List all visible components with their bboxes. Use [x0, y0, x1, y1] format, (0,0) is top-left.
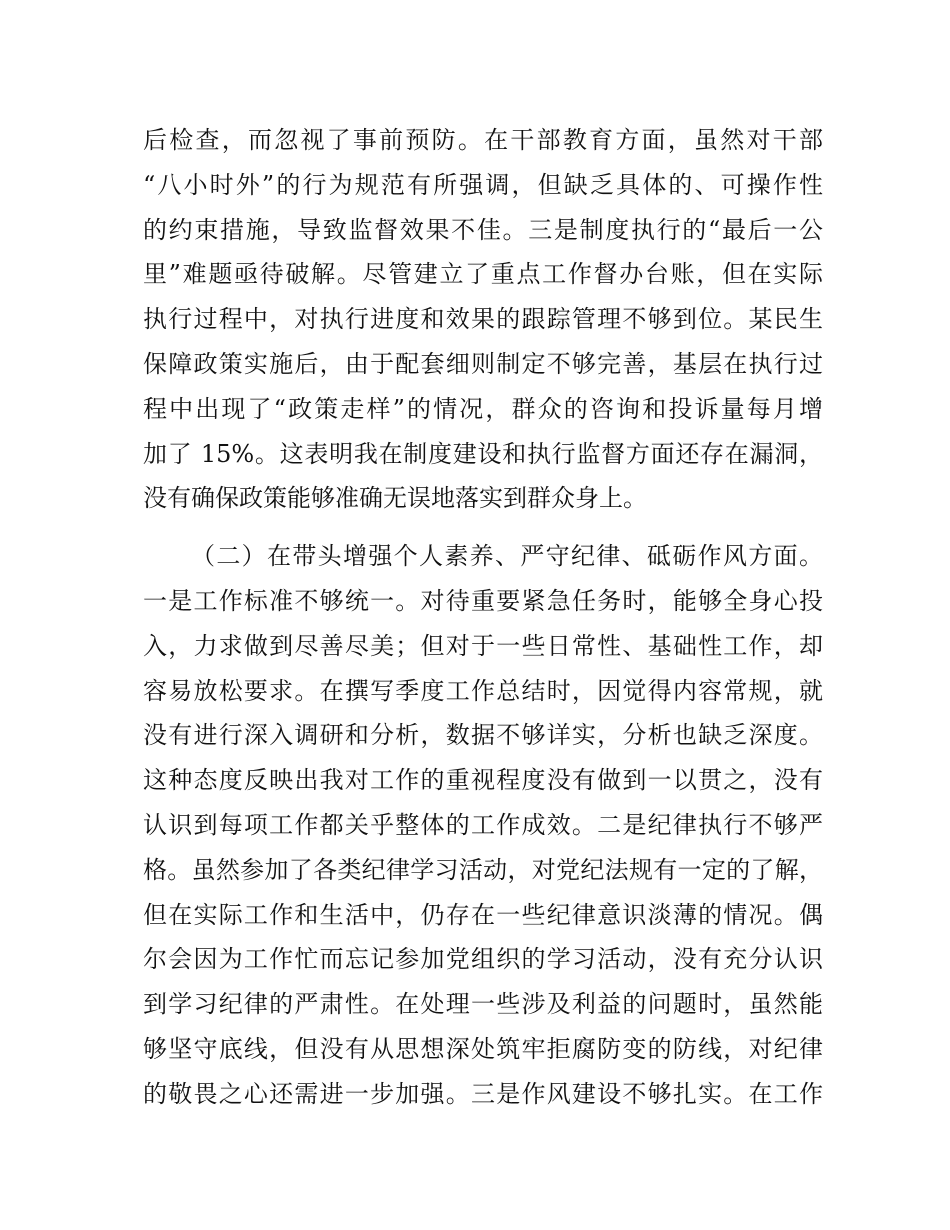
text-line: 认识到每项工作都关乎整体的工作成效。二是纪律执行不够严: [143, 810, 823, 839]
text-line: 这种态度反映出我对工作的重视程度没有做到一以贯之，没有: [143, 766, 823, 795]
text-line: 容易放松要求。在撰写季度工作总结时，因觉得内容常规，就: [143, 676, 823, 705]
paragraph-2: [143, 534, 823, 1116]
text-line: 一是工作标准不够统一。对待重要紧急任务时，能够全身心投: [143, 586, 823, 615]
text-line: 入，力求做到尽善尽美；但对于一些日常性、基础性工作，却: [143, 631, 823, 660]
text-line: 够坚守底线，但没有从思想深处筑牢拒腐防变的防线，对纪律: [143, 1034, 823, 1063]
text-line: 的约束措施，导致监督效果不佳。三是制度执行的“最后一公: [143, 215, 823, 244]
text-line: 尔会因为工作忙而忘记参加党组织的学习活动，没有充分认识: [143, 945, 823, 974]
text-line: 加了 15%。这表明我在制度建设和执行监督方面还存在漏洞，: [143, 439, 823, 468]
text-line: 保障政策实施后，由于配套细则制定不够完善，基层在执行过: [143, 349, 823, 378]
text-line: 到学习纪律的严肃性。在处理一些涉及利益的问题时，虽然能: [143, 990, 823, 1019]
text-line: 没有确保政策能够准确无误地落实到群众身上。: [143, 484, 647, 513]
text-line: 后检查，而忽视了事前预防。在干部教育方面，虽然对干部: [143, 126, 823, 154]
paragraph-gap: [143, 521, 823, 534]
section-heading-line: （二）在带头增强个人素养、严守纪律、砥砺作风方面。: [191, 542, 823, 571]
text-line: 但在实际工作和生活中，仍存在一些纪律意识淡薄的情况。偶: [143, 900, 823, 929]
text-line: 的敬畏之心还需进一步加强。三是作风建设不够扎实。在工作: [143, 1079, 823, 1108]
text-line: 程中出现了“政策走样”的情况，群众的咨询和投诉量每月增: [143, 394, 823, 423]
paragraph-1: [143, 118, 823, 521]
text-line: 格。虽然参加了各类纪律学习活动，对党纪法规有一定的了解，: [143, 855, 823, 884]
text-line: “八小时外”的行为规范有所强调，但缺乏具体的、可操作性: [143, 170, 823, 199]
body-text: [143, 118, 823, 1117]
text-line: 执行过程中，对执行进度和效果的跟踪管理不够到位。某民生: [143, 305, 823, 334]
text-line: 没有进行深入调研和分析，数据不够详实，分析也缺乏深度。: [143, 721, 823, 750]
text-line: 里”难题亟待破解。尽管建立了重点工作督办台账，但在实际: [143, 260, 823, 289]
